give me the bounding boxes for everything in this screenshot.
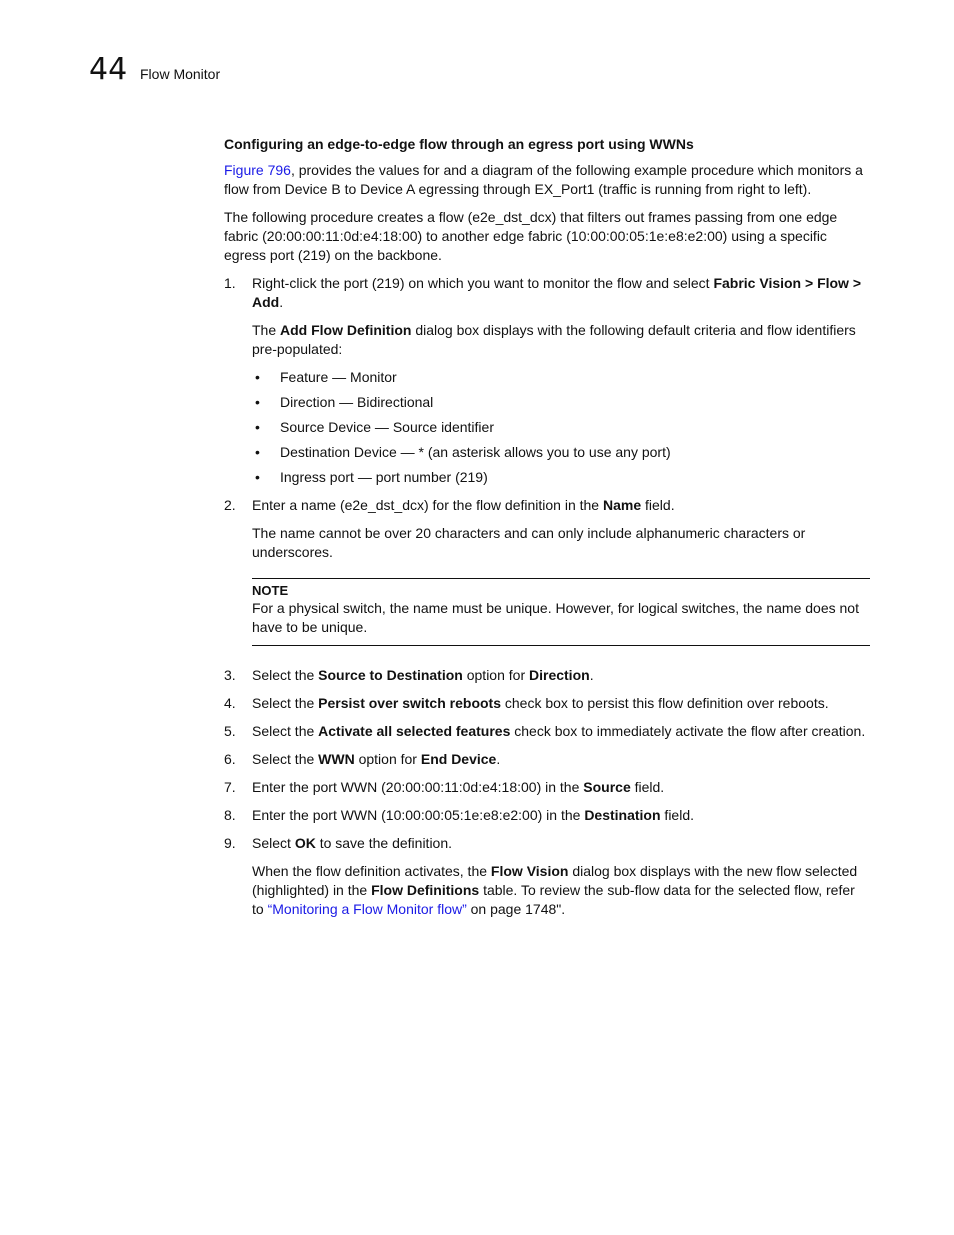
step-7	[224, 778, 870, 797]
list-item-text: Ingress port — port number (219)	[280, 469, 488, 485]
detail-text: dialog box displays with the new flow selected (highlighted) in the	[252, 863, 858, 898]
step-text: Select	[252, 835, 295, 851]
chapter-title: Flow Monitor	[140, 66, 221, 82]
list-item	[252, 393, 870, 412]
step-text: field.	[641, 497, 675, 513]
step-text: option for	[462, 667, 529, 683]
table-name: Flow Definitions	[371, 882, 480, 898]
field-name: Destination	[584, 807, 661, 823]
detail-text: on page 1748".	[466, 901, 566, 917]
step-1	[224, 274, 870, 487]
step-number: 1.	[224, 275, 236, 291]
step-5	[224, 722, 870, 741]
step-2-detail: The name cannot be over 20 characters and can only include alphanumeric characters or underscores.	[252, 525, 806, 560]
list-item-text: Source Device — Source identifier	[280, 419, 494, 435]
chapter-number: 44	[89, 52, 128, 87]
detail-text: dialog box displays with the following default criteria and flow identifiers pre-populated:	[252, 322, 856, 357]
option-name: WWN	[318, 751, 355, 767]
main-content	[224, 135, 870, 928]
cross-reference-link[interactable]: “Monitoring a Flow Monitor flow”	[267, 901, 467, 917]
checkbox-name: Activate all selected features	[318, 723, 511, 739]
section-heading: Configuring an edge-to-edge flow through an egress port using WWNs	[224, 136, 694, 152]
note-box	[252, 578, 870, 646]
step-text: option for	[354, 751, 421, 767]
bullet-icon: •	[255, 394, 260, 410]
menu-path: Fabric Vision > Flow > Add	[252, 275, 862, 310]
detail-text: The	[252, 322, 281, 338]
step-text: Enter the port WWN (20:00:00:11:0d:e4:18:00) in the	[252, 779, 584, 795]
button-name: OK	[294, 835, 316, 851]
step-text: field.	[660, 807, 695, 823]
detail-text: When the flow definition activates, the	[252, 863, 491, 879]
list-item-text: Destination Device — * (an asterisk allows you to use any port)	[280, 444, 671, 460]
step-number: 4.	[224, 695, 236, 711]
intro-text: , provides the values for and a diagram of the following example procedure which monitors a flow from Device B to Device A egressing through EX_Port1 (traffic is running from right to left).	[224, 162, 863, 197]
intro-paragraph	[224, 161, 870, 199]
step-text: .	[589, 667, 594, 683]
step-number: 8.	[224, 807, 236, 823]
field-name: Source	[583, 779, 631, 795]
step-text: Select the	[252, 751, 319, 767]
bullet-icon: •	[255, 469, 260, 485]
step-text: Select the	[252, 723, 319, 739]
step-text: field.	[630, 779, 665, 795]
step-3	[224, 666, 870, 685]
step-text: check box to immediately activate the flow after creation.	[510, 723, 866, 739]
bullet-icon: •	[255, 444, 260, 460]
step-text: Select the	[252, 695, 319, 711]
step-number: 7.	[224, 779, 236, 795]
note-text: For a physical switch, the name must be unique. However, for logical switches, the name does not have to be unique.	[252, 600, 859, 635]
procedure-paragraph: The following procedure creates a flow (e2e_dst_dcx) that filters out frames passing from one edge fabric (20:00:00:11:0d:e4:18:00) to another edge fabric (10:00:00:05:1e:e8:e2:00) using a specific egress port (219) on the backbone.	[224, 209, 838, 263]
step-number: 9.	[224, 835, 236, 851]
step-9	[224, 834, 870, 919]
option-group: End Device	[420, 751, 497, 767]
option-name: Source to Destination	[318, 667, 463, 683]
detail-text: table. To review the sub-flow data for the selected flow, refer to	[252, 882, 855, 917]
bullet-icon: •	[255, 369, 260, 385]
dialog-name: Flow Vision	[490, 863, 569, 879]
figure-link[interactable]: Figure 796	[224, 162, 291, 178]
step-text: .	[279, 294, 284, 310]
step-6	[224, 750, 870, 769]
step-9-detail	[252, 862, 870, 919]
step-1-detail	[252, 321, 870, 359]
dialog-name: Add Flow Definition	[280, 322, 412, 338]
step-number: 6.	[224, 751, 236, 767]
list-item	[252, 468, 870, 487]
field-name: Name	[602, 497, 642, 513]
list-item	[252, 418, 870, 437]
step-text: Enter the port WWN (10:00:00:05:1e:e8:e2:00) in the	[252, 807, 585, 823]
note-label: NOTE	[252, 583, 289, 598]
step-2	[224, 496, 870, 562]
procedure-steps-continued	[224, 666, 870, 919]
step-text: Right-click the port (219) on which you want to monitor the flow and select	[252, 275, 714, 291]
option-group: Direction	[529, 667, 590, 683]
procedure-steps	[224, 274, 870, 562]
bullet-icon: •	[255, 419, 260, 435]
list-item	[252, 368, 870, 387]
step-text: Enter a name (e2e_dst_dcx) for the flow definition in the	[252, 497, 603, 513]
checkbox-name: Persist over switch reboots	[318, 695, 501, 711]
list-item-text: Direction — Bidirectional	[280, 394, 434, 410]
step-number: 5.	[224, 723, 236, 739]
default-criteria-list	[252, 368, 870, 487]
step-number: 3.	[224, 667, 236, 683]
list-item	[252, 443, 870, 462]
step-4	[224, 694, 870, 713]
step-number: 2.	[224, 497, 236, 513]
step-text: to save the definition.	[315, 835, 453, 851]
step-text: check box to persist this flow definition over reboots.	[501, 695, 829, 711]
step-text: Select the	[252, 667, 319, 683]
list-item-text: Feature — Monitor	[280, 369, 397, 385]
step-8	[224, 806, 870, 825]
step-text: .	[496, 751, 501, 767]
